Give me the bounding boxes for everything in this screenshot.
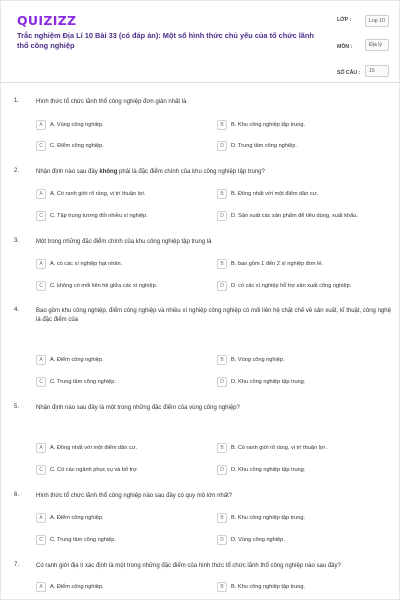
quiz-title: Trắc nghiệm Địa Lí 10 Bài 33 (có đáp án): Một số hình thức chủ yếu của tổ chức lãnh thổ công nghiệp	[17, 31, 314, 50]
option-a[interactable]	[36, 442, 137, 454]
question-number: 6.	[14, 492, 20, 498]
option-text: B. Vùng công nghiệp.	[231, 357, 285, 363]
option-text: D. Khu công nghiệp tập trung.	[231, 379, 306, 385]
option-letter: B	[217, 582, 227, 592]
option-b[interactable]	[217, 442, 328, 454]
option-letter: C	[36, 281, 46, 291]
option-b[interactable]	[217, 119, 305, 131]
option-b[interactable]	[217, 581, 305, 593]
option-text: D. Vùng công nghiệp.	[231, 537, 285, 543]
question-number: 1.	[14, 98, 20, 104]
option-letter: D	[217, 535, 227, 545]
option-text: B. bao gồm 1 đến 2 xí nghiệp đơn lẻ.	[231, 261, 323, 267]
option-letter: D	[217, 281, 227, 291]
option-text: D. Trung tâm công nghiệp.	[231, 143, 297, 149]
option-b[interactable]	[217, 188, 318, 200]
option-letter: B	[217, 355, 227, 365]
label-lop: LỚP :	[337, 17, 352, 23]
label-so-cau: SỐ CÂU :	[337, 70, 361, 76]
option-d[interactable]	[217, 140, 297, 152]
option-text: C. không có mối liên hệ giữa các xí nghiệp.	[50, 283, 158, 289]
option-text: A. Điểm công nghiệp.	[50, 584, 104, 590]
option-c[interactable]	[36, 210, 148, 222]
option-b[interactable]	[217, 512, 305, 524]
option-d[interactable]	[217, 210, 358, 222]
quizizz-logo: QUIZIZZ	[17, 13, 77, 28]
option-a[interactable]	[36, 354, 103, 366]
option-letter: C	[36, 377, 46, 387]
question-text-after: phải là đặc điểm chính của khu công nghiệp tập trung?	[117, 169, 265, 175]
option-letter: A	[36, 513, 46, 523]
value-lop: Lop 10	[365, 15, 389, 27]
option-text: A. Điểm công nghiệp.	[50, 515, 104, 521]
question-text-before: Nhận định nào sau đây	[36, 169, 100, 175]
question-text: Hình thức tổ chức lãnh thổ công nghiệp nào sau đây có quy mô lớn nhất?	[36, 493, 233, 499]
option-letter: D	[217, 141, 227, 151]
option-text: B. Khu công nghiệp tập trung.	[231, 515, 306, 521]
option-c[interactable]	[36, 140, 104, 152]
option-a[interactable]	[36, 188, 145, 200]
value-mon: Địa lý	[365, 39, 389, 51]
option-letter: B	[217, 189, 227, 199]
option-letter: C	[36, 141, 46, 151]
question-number: 2.	[14, 168, 20, 174]
option-text: C. Trung tâm công nghiệp.	[50, 537, 116, 543]
question-number: 7.	[14, 562, 20, 568]
option-text: A. Đồng nhất với một điểm dân cư.	[50, 445, 138, 451]
option-b[interactable]	[217, 258, 323, 270]
quiz-header	[1, 1, 400, 83]
option-letter: D	[217, 377, 227, 387]
option-text: C. Điểm công nghiệp.	[50, 143, 104, 149]
option-d[interactable]	[217, 376, 305, 388]
value-so-cau: 15	[365, 65, 389, 77]
label-mon: MÔN :	[337, 44, 353, 50]
option-letter: A	[36, 259, 46, 269]
option-a[interactable]	[36, 512, 103, 524]
option-c[interactable]	[36, 464, 138, 476]
question-text-bold: không	[99, 169, 118, 175]
option-letter: A	[36, 443, 46, 453]
option-letter: D	[217, 211, 227, 221]
question-text: Có ranh giới địa lí xác định là một trong những đặc điểm của hình thức tổ chức lãnh thổ công nghiệp nào sau đây?	[36, 563, 341, 569]
option-d[interactable]	[217, 280, 351, 292]
question-number: 3.	[14, 238, 20, 244]
option-c[interactable]	[36, 376, 116, 388]
option-letter: A	[36, 189, 46, 199]
option-letter: A	[36, 582, 46, 592]
option-text: A. có các xí nghiệp hạt nhân.	[50, 261, 123, 267]
option-text: D. Sản xuất các sản phẩm để tiêu dùng, xuất khẩu.	[231, 213, 358, 219]
option-a[interactable]	[36, 581, 103, 593]
question-text: Hình thức tổ chức lãnh thổ công nghiệp đơn giản nhất là	[36, 99, 187, 105]
option-text: C. Trung tâm công nghiệp.	[50, 379, 116, 385]
option-text: C. Tập trung tương đối nhiều xí nghiệp.	[50, 213, 148, 219]
question-text	[36, 168, 391, 177]
question-number: 4.	[14, 307, 20, 313]
option-letter: A	[36, 120, 46, 130]
option-c[interactable]	[36, 534, 116, 546]
option-text: B. Khu công nghiệp tập trung.	[231, 584, 306, 590]
option-letter: B	[217, 259, 227, 269]
question-text: Một trong những đặc điểm chính của khu công nghiệp tập trung là	[36, 239, 212, 245]
option-text: A. Vùng công nghiệp.	[50, 122, 104, 128]
option-text: A. Điểm công nghiệp.	[50, 357, 104, 363]
option-text: D. Khu công nghiệp tập trung.	[231, 467, 306, 473]
option-text: B. Đồng nhất với một điểm dân cư.	[231, 191, 319, 197]
option-text: B. Khu công nghiệp tập trung.	[231, 122, 306, 128]
option-d[interactable]	[217, 534, 285, 546]
option-text: D. có các xí nghiệp hỗ trợ sản xuất công nghiệp.	[231, 283, 352, 289]
option-text: A. Có ranh giới rõ ràng, vị trí thuận lợi.	[50, 191, 146, 197]
option-c[interactable]	[36, 280, 157, 292]
option-letter: C	[36, 211, 46, 221]
option-letter: B	[217, 513, 227, 523]
option-d[interactable]	[217, 464, 305, 476]
question-text: Bao gồm khu công nghiệp, điểm công nghiệp và nhiều xí nghiệp công nghiệp có mối liên hệ chặt chẽ về sản xuất, kĩ thuật, công nghệ là đặc điểm của	[36, 308, 391, 323]
option-text: C. Có các ngành phục vụ và bổ trợ.	[50, 467, 139, 473]
option-letter: B	[217, 120, 227, 130]
option-letter: B	[217, 443, 227, 453]
option-text: B. Có ranh giới rõ ràng, vị trí thuận lợi .	[231, 445, 328, 451]
question-text: Nhận định nào sau đây là một trong những đặc điểm của vùng công nghiệp?	[36, 405, 240, 411]
option-letter: C	[36, 535, 46, 545]
option-letter: C	[36, 465, 46, 475]
option-letter: D	[217, 465, 227, 475]
option-a[interactable]	[36, 258, 122, 270]
option-letter: A	[36, 355, 46, 365]
option-a[interactable]	[36, 119, 104, 131]
question-number: 5.	[14, 404, 20, 410]
option-b[interactable]	[217, 354, 285, 366]
